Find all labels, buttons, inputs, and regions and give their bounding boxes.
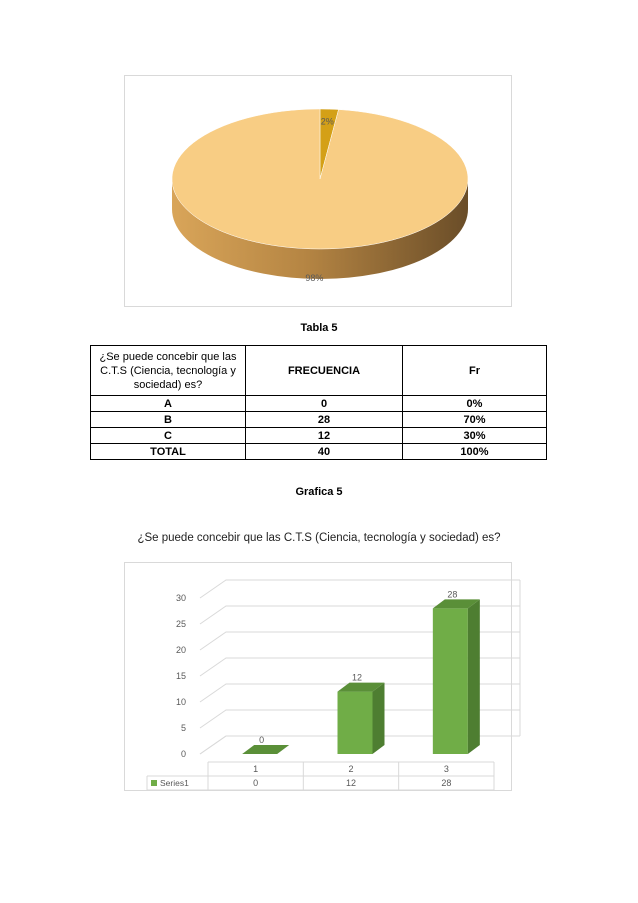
data-table-value: 12 [345,778,357,788]
x-category-label: 2 [348,764,354,774]
row-frecuencia: 40 [246,444,403,460]
table-header-question: ¿Se puede concebir que las C.T.S (Ciencia, tecnología y sociedad) es? [91,346,246,396]
bar [433,599,480,754]
row-frecuencia: 28 [246,412,403,428]
table-row [91,412,547,428]
row-fr: 0% [403,396,547,412]
pie-data-label: 2% [320,116,334,127]
row-fr: 70% [403,412,547,428]
graph-subtitle: ¿Se puede concebir que las C.T.S (Ciencia, tecnología y sociedad) es? [137,532,501,544]
y-tick-label: 25 [175,619,186,629]
x-category-label: 3 [443,764,449,774]
table-caption: Tabla 5 [300,322,338,334]
legend-series-name: Series1 [160,778,189,788]
bar-data-label: 28 [447,589,458,600]
row-fr: 100% [403,444,547,460]
frequency-table [90,345,547,460]
table-row [91,428,547,444]
y-tick-label: 5 [180,723,186,733]
bar-data-label: 0 [259,735,265,745]
graph-caption: Grafica 5 [295,486,343,498]
gridline [200,580,520,598]
y-tick-label: 0 [180,749,186,759]
pie-slice [172,109,468,249]
row-label: A [91,396,246,412]
y-tick-label: 30 [175,593,186,603]
bar-chart [124,562,512,791]
table-header-row [91,346,547,396]
y-tick-label: 15 [175,671,186,681]
table-row [91,396,547,412]
data-table-value: 28 [441,778,452,788]
bar [242,745,289,754]
table-header-frecuencia: FRECUENCIA [246,346,403,396]
table-row [91,444,547,460]
y-tick-label: 10 [175,697,186,707]
row-label: C [91,428,246,444]
row-fr: 30% [403,428,547,444]
y-tick-label: 20 [175,645,186,655]
pie-data-label: 98% [305,272,324,283]
row-label: B [91,412,246,428]
x-category-label: 1 [253,764,259,774]
bar-chart-canvas [125,563,513,792]
data-table-value: 0 [253,778,259,788]
pie-chart [124,75,512,307]
pie-chart-canvas [125,76,513,308]
row-frecuencia: 0 [246,396,403,412]
row-label: TOTAL [91,444,246,460]
row-frecuencia: 12 [246,428,403,444]
bar-data-label: 12 [351,672,363,683]
legend-key [151,780,157,786]
bar [338,683,385,754]
table-header-fr: Fr [403,346,547,396]
